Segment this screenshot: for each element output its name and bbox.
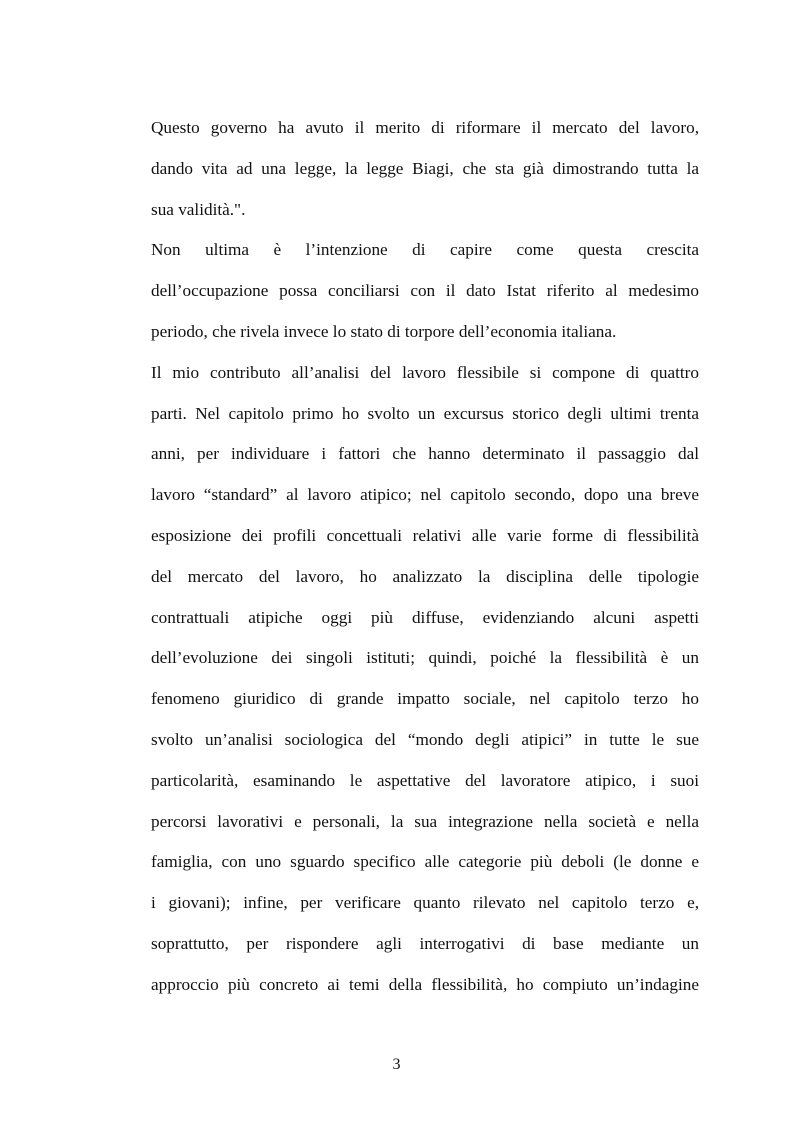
body-text bbox=[151, 108, 699, 1006]
paragraph-3-line: lavoro “standard” al lavoro atipico; nel capitolo secondo, dopo una breve bbox=[151, 485, 699, 505]
paragraph-3-line: svolto un’analisi sociologica del “mondo degli atipici” in tutte le sue bbox=[151, 729, 699, 749]
paragraph-3-line: Il mio contributo all’analisi del lavoro flessibile si compone di quattro bbox=[151, 362, 699, 382]
paragraph-3-line: anni, per individuare i fattori che hanno determinato il passaggio dal bbox=[151, 444, 699, 464]
paragraph-3-line: dell’evoluzione dei singoli istituti; quindi, poiché la flessibilità è un bbox=[151, 648, 699, 668]
paragraph-3-line: del mercato del lavoro, ho analizzato la disciplina delle tipologie bbox=[151, 566, 699, 586]
paragraph-3-line: percorsi lavorativi e personali, la sua integrazione nella società e nella bbox=[151, 811, 699, 831]
paragraph-3-line: i giovani); infine, per verificare quanto rilevato nel capitolo terzo e, bbox=[151, 893, 699, 913]
paragraph-3-line: famiglia, con uno sguardo specifico alle categorie più deboli (le donne e bbox=[151, 852, 699, 872]
paragraph-3-line: particolarità, esaminando le aspettative del lavoratore atipico, i suoi bbox=[151, 770, 699, 790]
paragraph-1-line: dando vita ad una legge, la legge Biagi, che sta già dimostrando tutta la bbox=[151, 158, 699, 178]
paragraph-3-line: contrattuali atipiche oggi più diffuse, evidenziando alcuni aspetti bbox=[151, 607, 699, 627]
paragraph-3-line: esposizione dei profili concettuali relativi alle varie forme di flessibilità bbox=[151, 525, 699, 545]
paragraph-3-line: soprattutto, per rispondere agli interrogativi di base mediante un bbox=[151, 933, 699, 953]
paragraph-3-line: parti. Nel capitolo primo ho svolto un excursus storico degli ultimi trenta bbox=[151, 403, 699, 423]
paragraph-2-line: dell’occupazione possa conciliarsi con il dato Istat riferito al medesimo bbox=[151, 281, 699, 301]
paragraph-3-line: fenomeno giuridico di grande impatto sociale, nel capitolo terzo ho bbox=[151, 689, 699, 709]
paragraph-1-line: Questo governo ha avuto il merito di riformare il mercato del lavoro, bbox=[151, 118, 699, 137]
page-number: 3 bbox=[392, 1056, 401, 1073]
paragraph-1-line: sua validità.". bbox=[151, 199, 246, 219]
paragraph-3-line: approccio più concreto ai temi della flessibilità, ho compiuto un’indagine bbox=[151, 974, 699, 994]
paragraph-2-line: Non ultima è l’intenzione di capire come questa crescita bbox=[151, 240, 699, 260]
paragraph-2-line: periodo, che rivela invece lo stato di torpore dell’economia italiana. bbox=[151, 321, 617, 341]
